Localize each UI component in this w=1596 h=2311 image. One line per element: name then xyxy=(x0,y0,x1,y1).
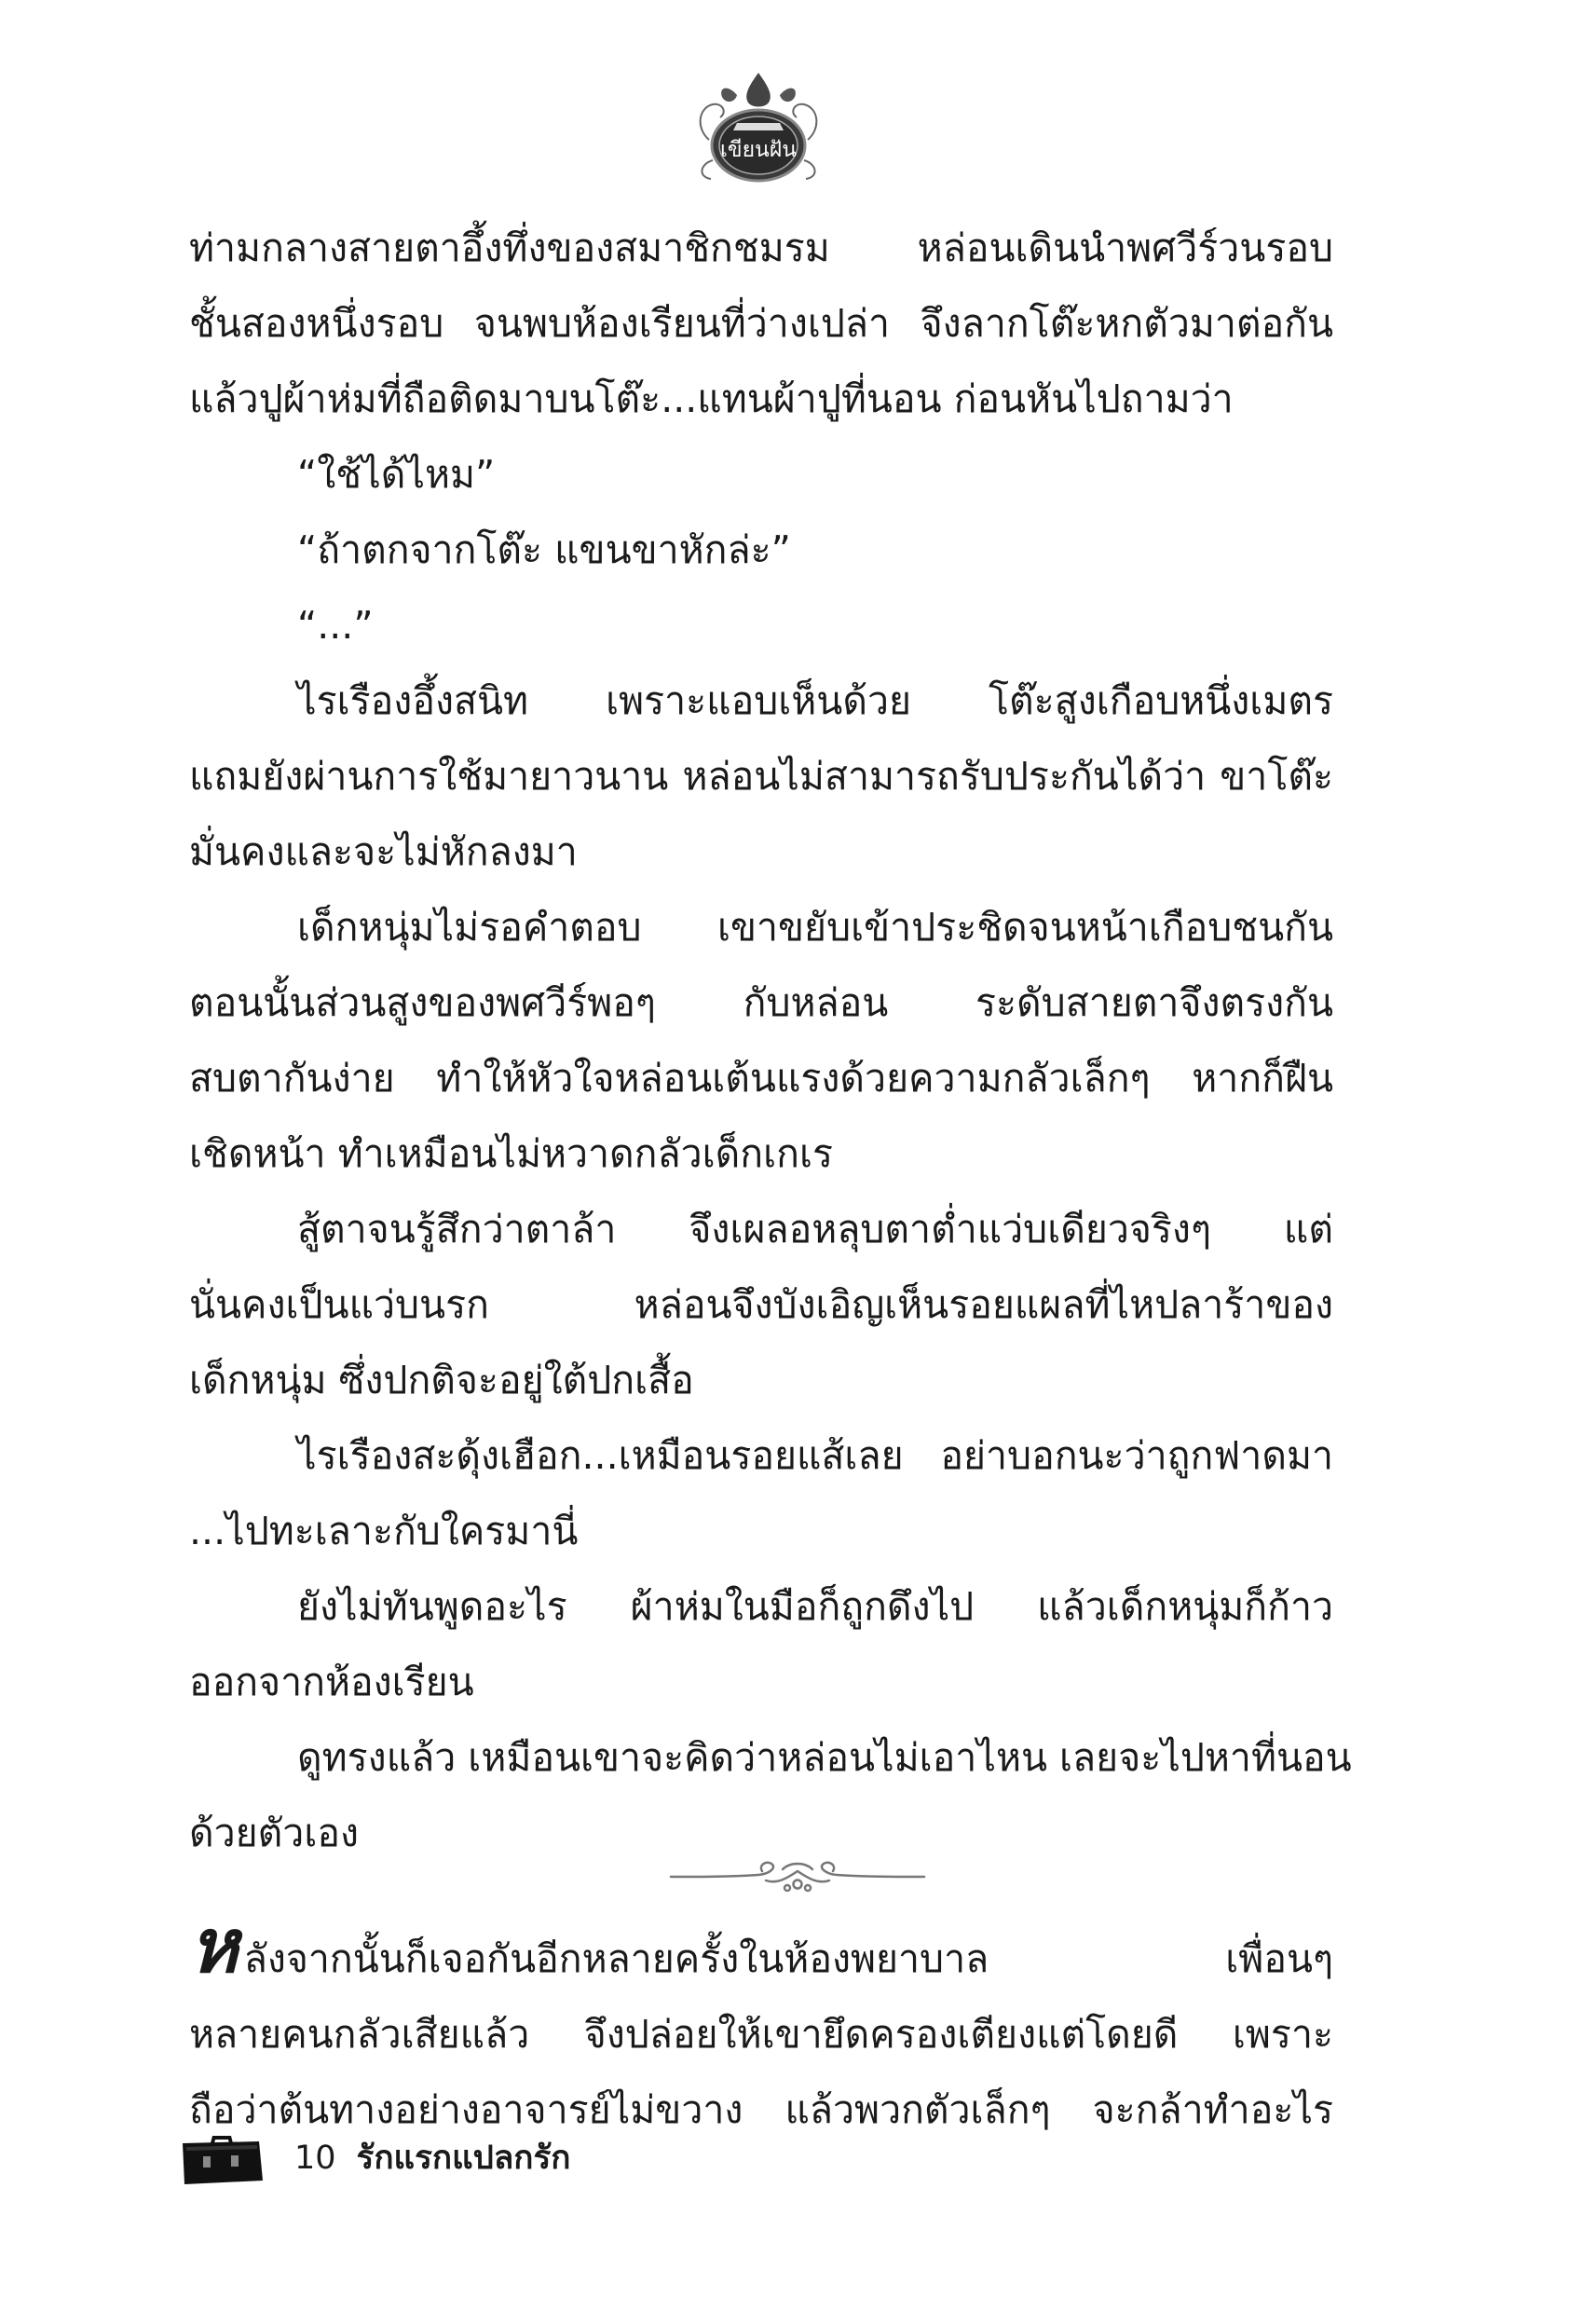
dialogue-line: “...” xyxy=(297,603,374,648)
text-line: ยังไม่ทันพูดอะไร ผ้าห่มในมือก็ถูกดึงไป แล้วเด็กหนุ่มก็ก้าว xyxy=(297,1584,1333,1629)
text-line: ตอนนั้นส่วนสูงของพศวีร์พอๆ กับหล่อน ระดับสายตาจึงตรงกัน xyxy=(189,980,1333,1025)
book-title: รักแรกแปลกรัก xyxy=(356,2140,571,2177)
text-line: นั่นคงเป็นแว่บนรก หล่อนจึงบังเอิญเห็นรอยแผลที่ไหปลาร้าของ xyxy=(189,1282,1333,1327)
first-line-text: ลังจากนั้นก็เจอกันอีกหลายครั้งในห้องพยาบาล เพื่อนๆ xyxy=(243,1936,1333,1981)
page-number: 10 xyxy=(294,2140,336,2177)
text-line: ชั้นสองหนึ่งรอบ จนพบห้องเรียนที่ว่างเปล่า จึงลากโต๊ะหกตัวมาต่อกัน xyxy=(189,301,1333,346)
text-line: ...ไปทะเลาะกับใครมานี่ xyxy=(189,1509,579,1553)
text-line: แล้วปูผ้าห่มที่ถือติดมาบนโต๊ะ...แทนผ้าปูที่นอน ก่อนหันไปถามว่า xyxy=(189,376,1234,421)
book-emblem-icon xyxy=(690,67,826,186)
text-line: สู้ตาจนรู้สึกว่าตาล้า จึงเผลอหลุบตาต่ำแว่บเดียวจริงๆ แต่ xyxy=(297,1207,1333,1251)
paragraph xyxy=(189,1192,1333,1418)
paragraph xyxy=(189,663,1333,890)
text-line: ไรเรืองอึ้งสนิท เพราะแอบเห็นด้วย โต๊ะสูงเกือบหนึ่งเมตร xyxy=(297,678,1333,723)
dialogue-line: “ใช้ได้ไหม” xyxy=(297,452,496,497)
text-line: สบตากันง่าย ทำให้หัวใจหล่อนเต้นแรงด้วยความกลัวเล็กๆ หากก็ฝืน xyxy=(189,1056,1333,1101)
paragraph xyxy=(189,437,1333,513)
body-text xyxy=(189,211,1352,1871)
text-line: หลายคนกลัวเสียแล้ว จึงปล่อยให้เขายึดครองเตียงแต่โดยดี เพราะ xyxy=(189,2012,1333,2057)
paragraph xyxy=(189,1418,1333,1569)
text-line: ออกจากห้องเรียน xyxy=(189,1660,474,1704)
text-line xyxy=(189,1902,1333,1997)
text-line: ท่ามกลางสายตาอึ้งทึ่งของสมาชิกชมรม หล่อนเดินนำพศวีร์วนรอบ xyxy=(189,226,1333,270)
paragraph xyxy=(189,211,1333,437)
text-line: เชิดหน้า ทำเหมือนไม่หวาดกลัวเด็กเกเร xyxy=(189,1131,833,1176)
dialogue-line: “ถ้าตกจากโต๊ะ แขนขาหักล่ะ” xyxy=(297,527,791,572)
paragraph xyxy=(189,890,1333,1192)
text-line: ไรเรืองสะดุ้งเฮือก...เหมือนรอยแส้เลย อย่าบอกนะว่าถูกฟาดมา xyxy=(297,1433,1333,1478)
text-line: เด็กหนุ่มไม่รอคำตอบ เขาขยับเข้าประชิดจนหน้าเกือบชนกัน xyxy=(297,905,1333,950)
text-line: ด้วยตัวเอง xyxy=(189,1811,359,1855)
paragraph xyxy=(189,1720,1352,1871)
briefcase-icon xyxy=(177,2128,266,2188)
ornament-divider-icon xyxy=(665,1853,930,1901)
paragraph xyxy=(189,1569,1333,1720)
page-footer xyxy=(294,2135,571,2181)
drop-cap: ห xyxy=(189,1902,239,1990)
paragraph xyxy=(189,588,1333,663)
section-text xyxy=(189,1902,1333,2148)
emblem-label: เขียนฝัน xyxy=(720,138,797,162)
text-line: ดูทรงแล้ว เหมือนเขาจะคิดว่าหล่อนไม่เอาไหน เลยจะไปหาที่นอน xyxy=(297,1735,1352,1780)
text-line: แถมยังผ่านการใช้มายาวนาน หล่อนไม่สามารถรับประกันได้ว่า ขาโต๊ะ xyxy=(189,754,1333,799)
text-line: เด็กหนุ่ม ซึ่งปกติจะอยู่ใต้ปกเสื้อ xyxy=(189,1358,694,1402)
text-line: ถือว่าต้นทางอย่างอาจารย์ไม่ขวาง แล้วพวกตัวเล็กๆ จะกล้าทำอะไร xyxy=(189,2087,1333,2132)
text-line: มั่นคงและจะไม่หักลงมา xyxy=(189,829,578,874)
paragraph xyxy=(189,513,1333,588)
